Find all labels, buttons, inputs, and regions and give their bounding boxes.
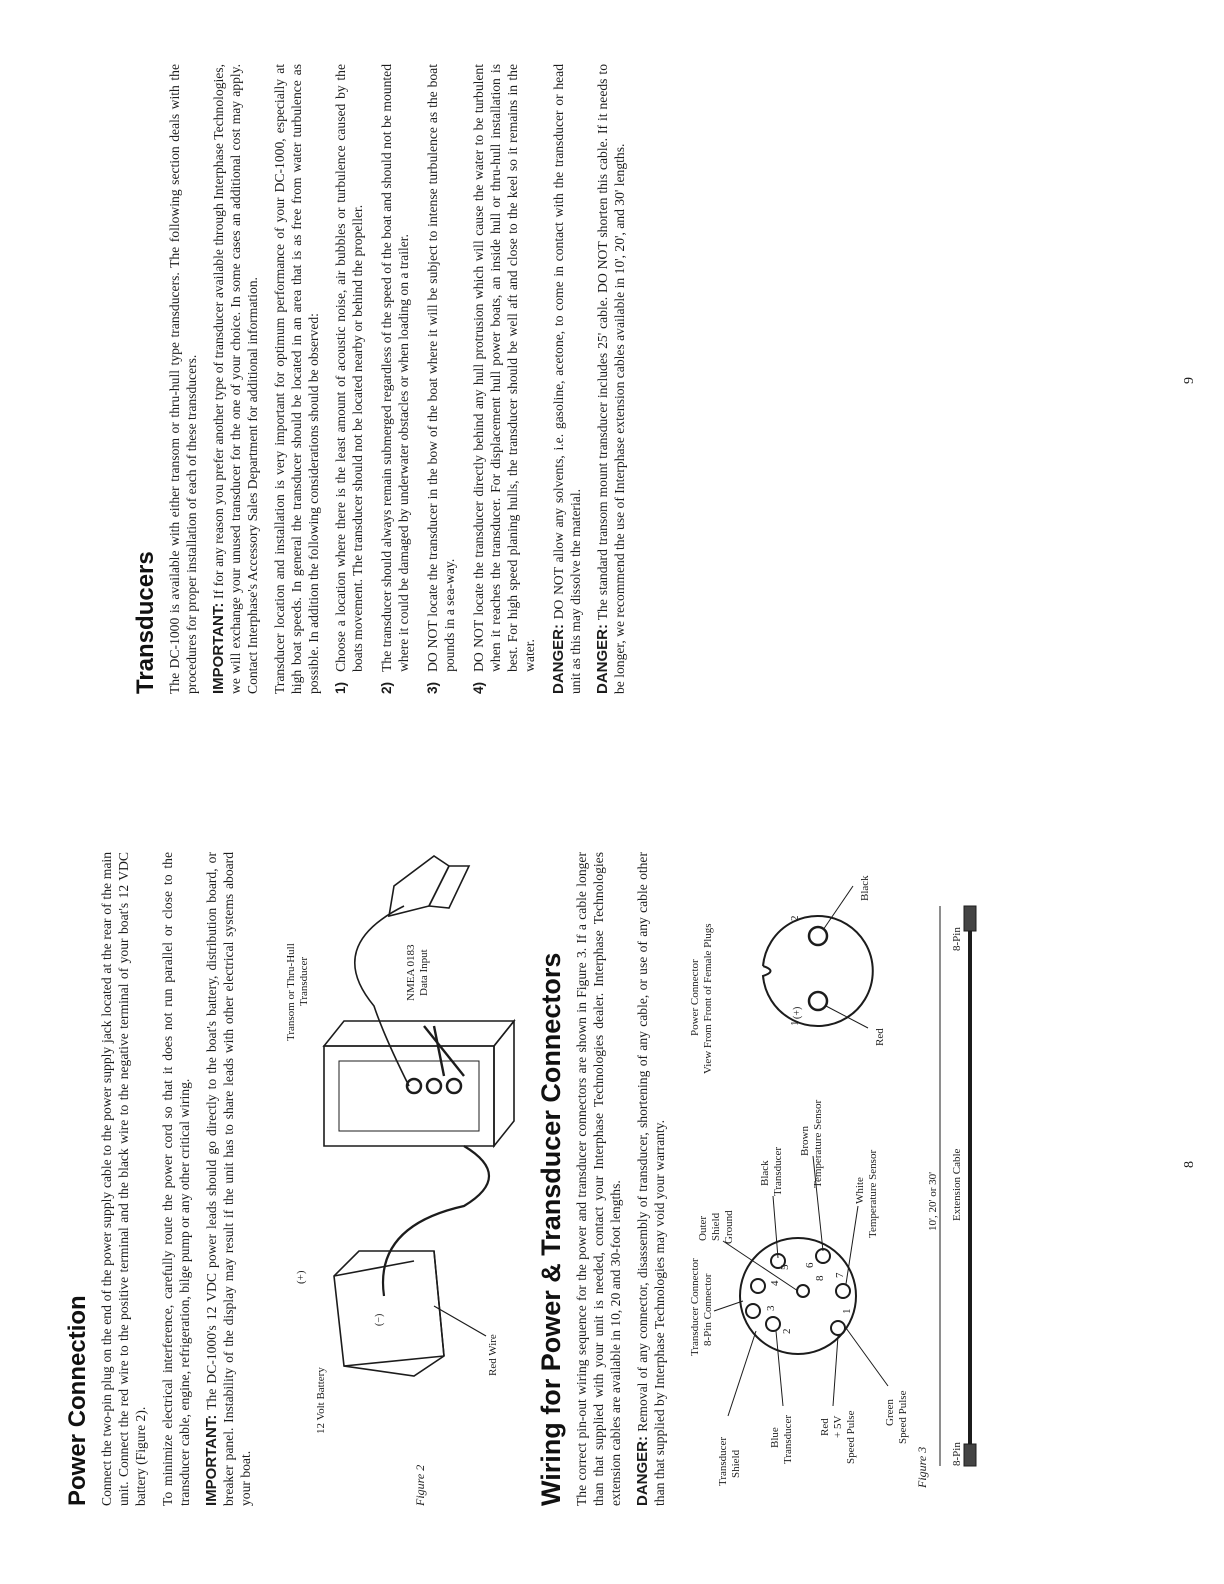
pin-8: 8	[814, 1275, 826, 1281]
brown-label-1: Brown	[799, 1126, 811, 1156]
important-label: IMPORTANT:	[203, 1414, 220, 1506]
danger-text-3: The standard transom mount transducer includes 25' cable. DO NOT shorten this cable. If it needs to be longer, we recommend the use of Interphase extension cables available in 10', 20', and 30' lengths.	[595, 64, 627, 694]
red-label-2: + 5V	[832, 1415, 844, 1438]
green-label-1: Green	[884, 1399, 896, 1426]
danger-label: DANGER:	[634, 1436, 651, 1506]
pin-3: 3	[765, 1305, 777, 1311]
important-label-2: IMPORTANT:	[210, 602, 227, 694]
important-text: The DC-1000's 12 VDC power leads should go directly to the boat's battery, distribution board, or breaker panel. Instability of the display may result if the unit has to share leads with other electrical systems aboard your boat.	[204, 852, 253, 1506]
pc-label-1: Power Connector	[689, 959, 701, 1036]
white-label-1: White	[854, 1177, 866, 1204]
pc-red: Red	[874, 1028, 886, 1046]
pc-plus: (+)	[792, 1006, 803, 1019]
list-item: 2) The transducer should always remain submerged regardless of the speed of the boat and should not be mounted where it could be damaged by underwater obstacles or when loading on a trailer.	[379, 64, 411, 694]
figure-3-diagram	[678, 852, 978, 1506]
pin8-label-right: 8-Pin	[951, 927, 963, 951]
plug-right	[964, 906, 976, 931]
tc-label-2: 8-Pin Connector	[702, 1273, 714, 1346]
transducers-important	[210, 64, 261, 694]
transducer-label-1: Transom or Thru-Hull	[285, 943, 297, 1041]
figure-2-caption: Figure 2	[413, 1464, 427, 1506]
transducers-paragraph-2: Transducer location and installation is very important for optimum performance of your DC-1000, especially at high boat speeds. In general the transducer should be located in an area that is as free from water turbulence as possible. In addition the following considerations should be observed:	[272, 64, 321, 694]
pin8-label-left: 8-Pin	[951, 1442, 963, 1466]
plus-label: (+)	[295, 1270, 307, 1284]
power-important	[203, 852, 254, 1506]
power-paragraph-1: Connect the two-pin plug on the end of the power supply cable to the power supply jack located at the rear of the main unit. Connect the red wire to the positive terminal and the black wire to the negative terminal of your boat's 12 VDC battery (Figure 2).	[99, 852, 148, 1506]
outer-label-2: Shield	[710, 1212, 722, 1241]
transducer-cable	[355, 906, 409, 1086]
list-item: 4) DO NOT locate the transducer directly behind any hull protrusion which will cause the water to be turbulent when it reaches the transducer. For displacement hull power boats, an inside hull or thru-hull installation is best. For high speed planing hulls, the transducer should be well aft and close to the keel so it remains in the water.	[471, 64, 537, 694]
transducers-danger-2	[594, 64, 628, 694]
right-page	[132, 64, 638, 694]
green-label-2: Speed Pulse	[897, 1390, 909, 1444]
main-unit-icon	[324, 1021, 514, 1146]
red-label-3: Speed Pulse	[845, 1410, 857, 1464]
transducer-label-2: Transducer	[298, 956, 310, 1006]
pc-pin-1: 1	[789, 1020, 801, 1026]
pin-6: 6	[804, 1262, 816, 1268]
figure-2-diagram	[264, 852, 524, 1506]
minus-label: (−)	[374, 1313, 385, 1326]
extension-cable-label: Extension Cable	[951, 1148, 963, 1221]
danger-label-2: DANGER:	[550, 624, 567, 694]
outer-label-3: Ground	[723, 1210, 735, 1244]
pin-4: 4	[769, 1280, 781, 1286]
pc-black-leader	[823, 886, 853, 930]
danger-label-3: DANGER:	[594, 624, 611, 694]
tc-label-1: Transducer Connector	[689, 1258, 701, 1356]
arrow-1	[424, 1026, 464, 1076]
red-label-1: Red	[819, 1418, 831, 1436]
pc-black: Black	[859, 875, 871, 901]
pin-5: 5	[779, 1264, 791, 1270]
wiring-danger	[634, 852, 668, 1506]
pc-pin-2: 2	[789, 915, 801, 921]
pin-2: 2	[781, 1328, 793, 1334]
nmea-label-2: Data Input	[418, 949, 430, 996]
pc-label-2: View From Front of Female Plugs	[702, 923, 714, 1074]
transducers-heading: Transducers	[132, 551, 159, 694]
figure-3-caption: Figure 3	[915, 1446, 929, 1488]
blue-label-1: Blue	[769, 1427, 781, 1448]
danger-text: Removal of any connector, disassembly of transducer, shortening of any cable, or use of any cable other than that supplied by Interphase Technologies may void your warranty.	[635, 852, 667, 1506]
list-item: 1) Choose a location where there is the least amount of acoustic noise, air bubbles or turbulence caused by the boats movement. The transducer should not be located nearby or behind the propeller.	[333, 64, 365, 694]
wiring-paragraph: The correct pin-out wiring sequence for the power and transducer connectors are shown in Figure 3. If a cable longer than that supplied with your unit is needed, contact your Interphase Technologies dealer. Interphase Technologies extension cables are available in 10, 20 and 30-foot lengths.	[574, 852, 623, 1506]
nmea-label-1: NMEA 0183	[405, 944, 417, 1001]
list-item: 3) DO NOT locate the transducer in the bow of the boat where it will be subject to intense turbulence as the boat pounds in a sea-way.	[425, 64, 457, 694]
left-page	[64, 852, 978, 1506]
white-label-2: Temperature Sensor	[867, 1149, 879, 1238]
battery-label: 12 Volt Battery	[315, 1367, 327, 1434]
pc-pin-1-hole	[809, 992, 827, 1010]
pin-7: 7	[834, 1272, 846, 1278]
outer-label-1: Outer	[697, 1215, 709, 1241]
shield-label-1: Transducer	[717, 1436, 729, 1486]
power-heading: Power Connection	[64, 1295, 91, 1506]
shield-label-2: Shield	[730, 1449, 742, 1478]
page-number-right: 9	[1182, 377, 1197, 384]
black-label-2: Transducer	[772, 1146, 784, 1196]
danger-text-2: DO NOT allow any solvents, i.e. gasoline, acetone, to come in contact with the transducer or head unit as this may dissolve the material.	[551, 64, 583, 694]
black-label-1: Black	[759, 1160, 771, 1186]
brown-label-2: Temperature Sensor	[812, 1099, 824, 1188]
blue-label-2: Transducer	[782, 1414, 794, 1464]
power-paragraph-2: To minimize electrical interference, carefully route the power cord so that it does not run parallel or close to the transducer cable, engine, refrigeration, bilge pump or any other critical wiring.	[160, 852, 192, 1506]
wiring-heading: Wiring for Power & Transducer Connectors	[536, 952, 566, 1506]
transducers-paragraph-1: The DC-1000 is available with either transom or thru-hull type transducers. The following section deals with the procedures for proper installation of each of these transducers.	[167, 64, 199, 694]
important-text-2: If for any reason you prefer another type of transducer available through Interphase Technologies, we will exchange your unused transducer for the one of your choice. In some cases an additional cost may apply. Contact Interphase's Accessory Sales Department for additional information.	[211, 64, 260, 694]
pin-holes	[746, 1249, 850, 1335]
pc-pin-2-hole	[809, 927, 827, 945]
plug-left	[964, 1444, 976, 1466]
page-number-left: 8	[1182, 1161, 1197, 1168]
battery-icon	[334, 1251, 444, 1376]
pin-1: 1	[841, 1308, 853, 1314]
red-wire-label: Red Wire	[487, 1334, 499, 1376]
transducers-danger-1	[550, 64, 584, 694]
cable-length: 10', 20' or 30'	[927, 1171, 939, 1231]
